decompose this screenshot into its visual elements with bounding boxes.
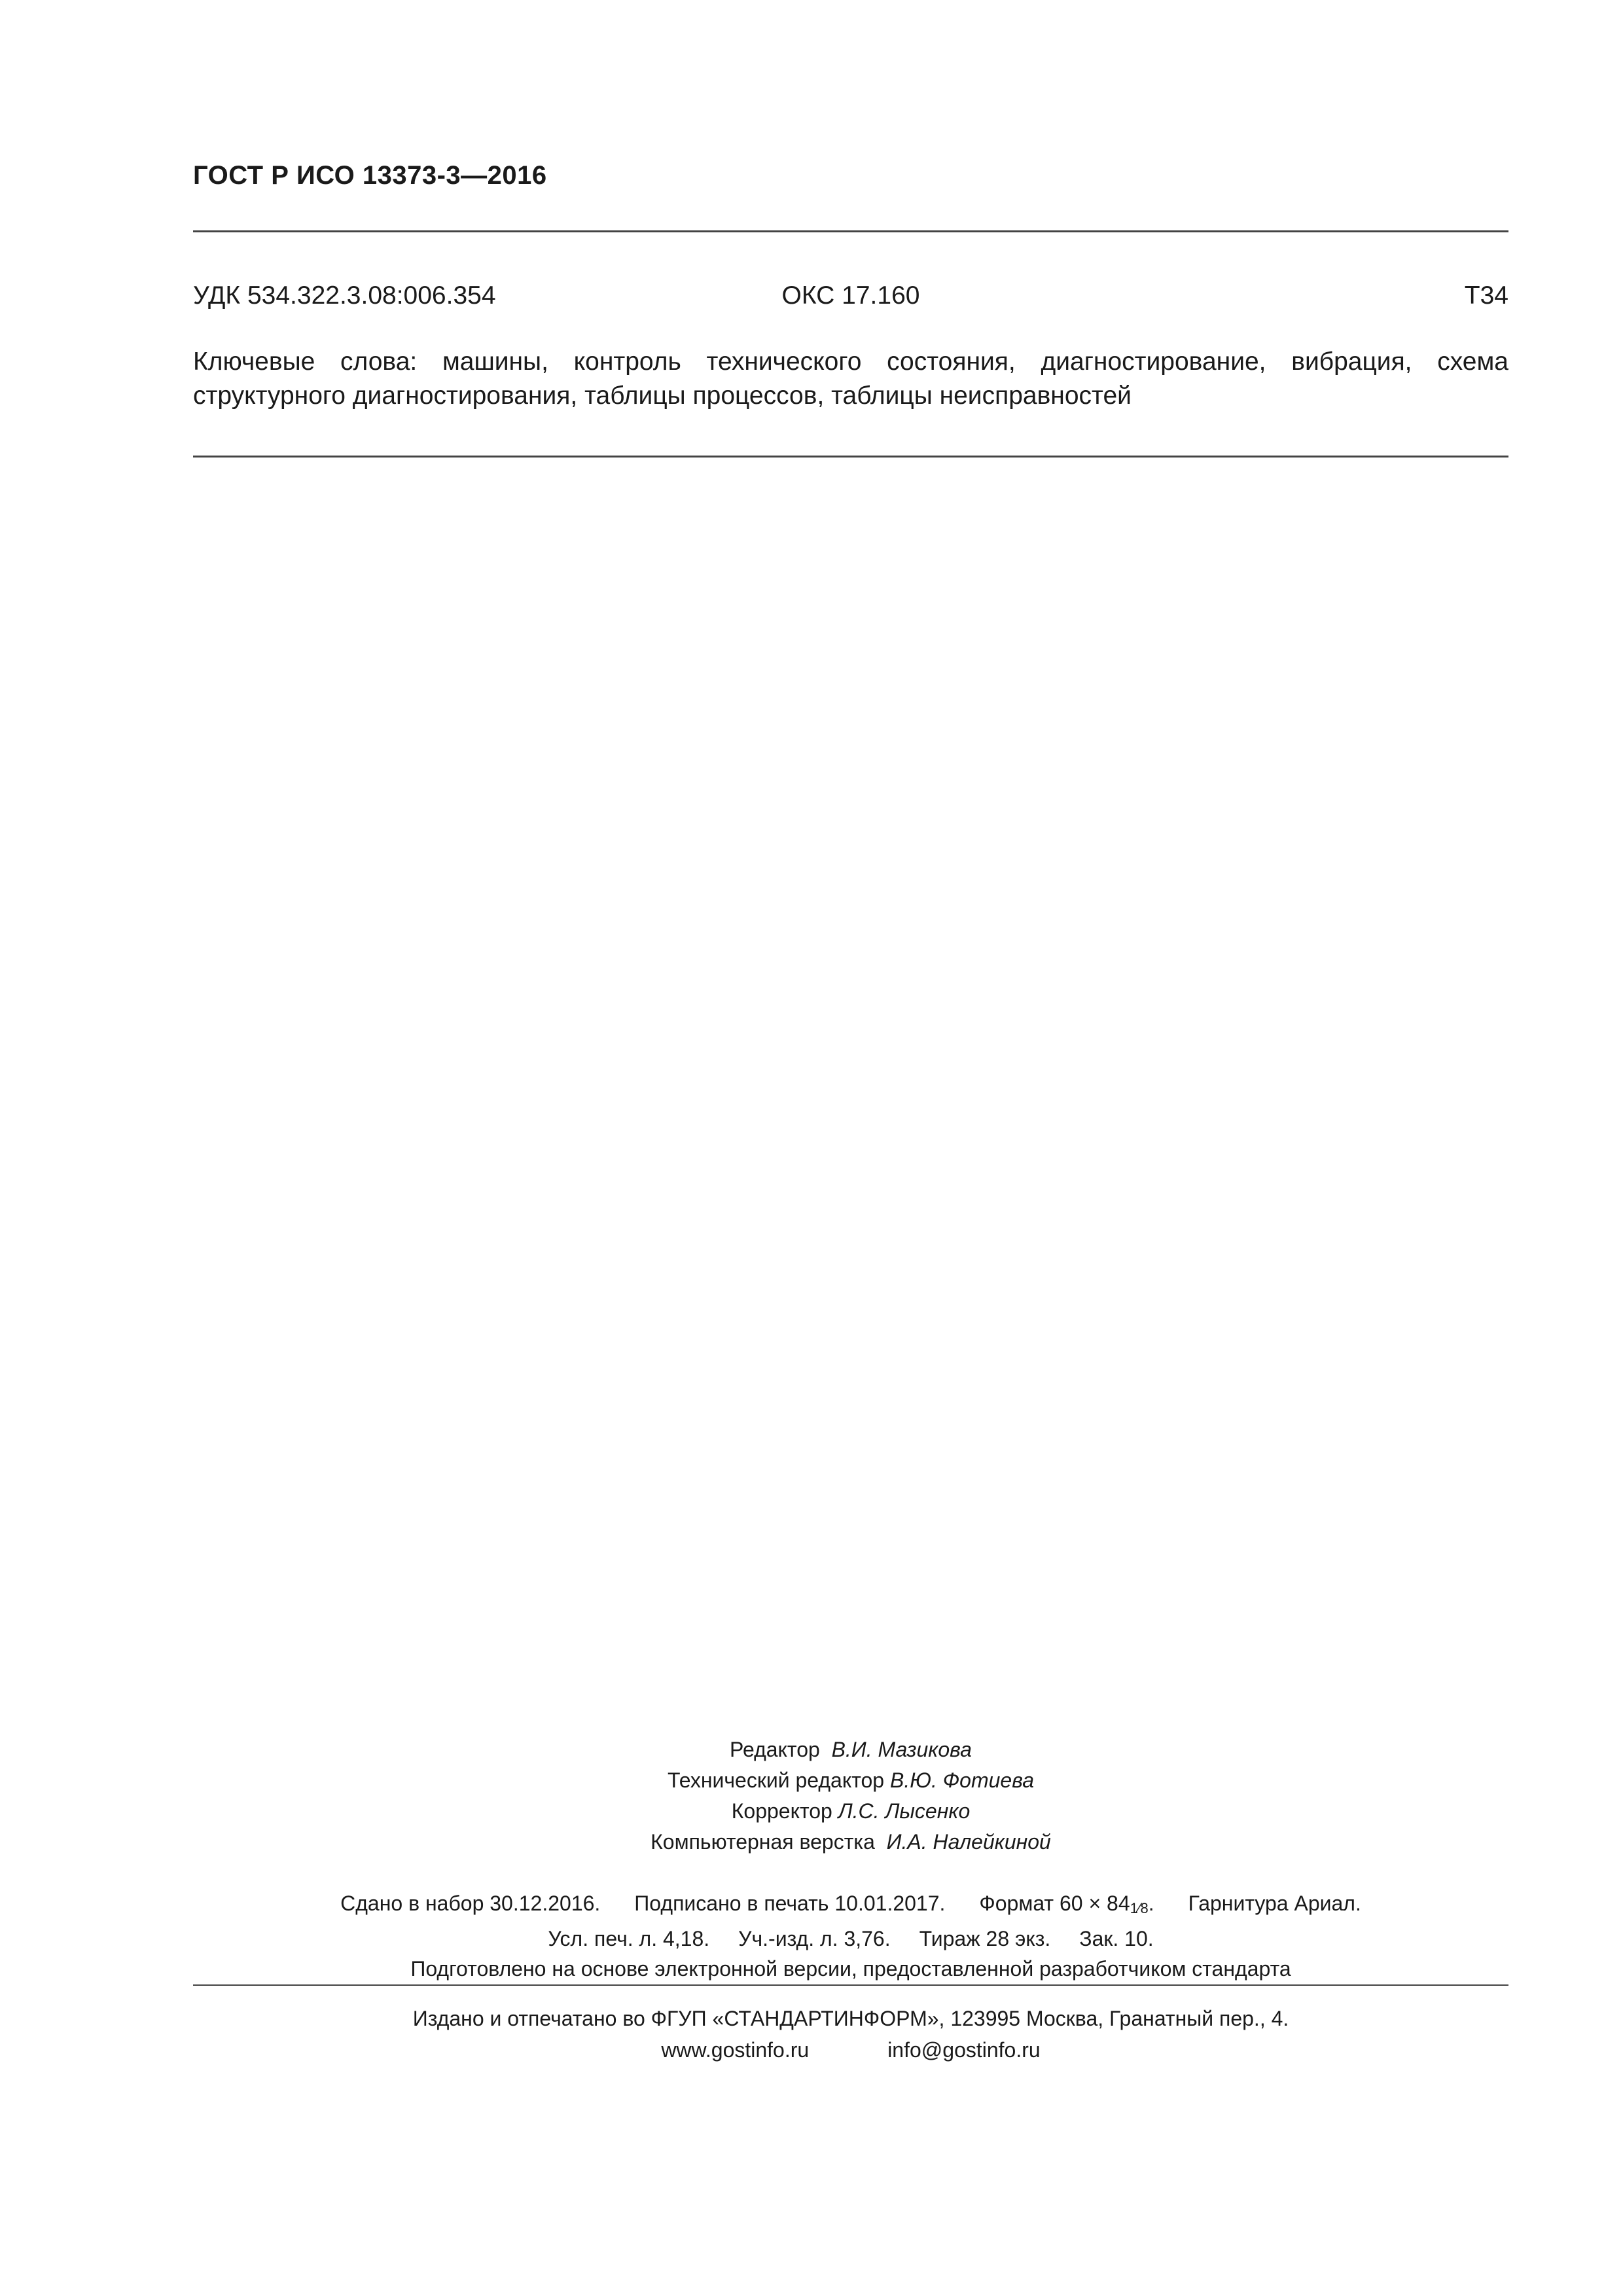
imprint-line-1 <box>193 1888 1508 1924</box>
document-number: ГОСТ Р ИСО 13373-3—2016 <box>193 161 547 190</box>
oks-code: ОКС 17.160 <box>781 281 920 310</box>
email-link[interactable]: info@gostinfo.ru <box>887 2038 1041 2062</box>
signed-date: Подписано в печать 10.01.2017. <box>634 1892 946 1915</box>
layout-label: Компьютерная верстка <box>651 1830 875 1854</box>
prepared-note: Подготовлено на основе электронной версии, предоставленной разработчиком стандарта <box>410 1957 1291 1981</box>
tech-editor-line <box>193 1765 1508 1796</box>
divider-bottom <box>193 1984 1508 1986</box>
classification-row <box>193 281 1508 314</box>
publisher-line: Издано и отпечатано во ФГУП «СТАНДАРТИНФОРМ», 123995 Москва, Гранатный пер., 4. <box>412 2007 1289 2030</box>
format-fraction: 1⁄8 <box>1130 1900 1149 1916</box>
tech-editor-name: В.Ю. Фотиева <box>889 1768 1034 1792</box>
imprint-block <box>193 1888 1508 1984</box>
editor-label: Редактор <box>730 1738 820 1761</box>
publisher-contacts <box>193 2034 1508 2066</box>
corrector-line <box>193 1796 1508 1827</box>
editor-line <box>193 1734 1508 1765</box>
publisher-block <box>193 2003 1508 2066</box>
submitted-date: Сдано в набор 30.12.2016. <box>340 1892 601 1915</box>
corrector-label: Корректор <box>731 1799 832 1823</box>
divider-keywords <box>193 456 1508 457</box>
tech-editor-label: Технический редактор <box>667 1768 885 1792</box>
website-link[interactable]: www.gostinfo.ru <box>661 2038 810 2062</box>
print-sheets: Усл. печ. л. 4,18. <box>548 1927 710 1950</box>
order-number: Зак. 10. <box>1079 1927 1154 1950</box>
group-code: Т34 <box>1464 281 1508 310</box>
udk-code: УДК 534.322.3.08:006.354 <box>193 281 496 310</box>
format: Формат 60 × 841⁄8. <box>979 1892 1154 1916</box>
credits-block <box>193 1734 1508 1857</box>
editor-name: В.И. Мазикова <box>831 1738 972 1761</box>
layout-line <box>193 1827 1508 1857</box>
imprint-line-2 <box>193 1924 1508 1954</box>
circulation: Тираж 28 экз. <box>919 1927 1051 1950</box>
typeface: Гарнитура Ариал. <box>1188 1892 1361 1915</box>
corrector-name: Л.С. Лысенко <box>838 1799 971 1823</box>
layout-name: И.А. Налейкиной <box>886 1830 1051 1854</box>
keywords: Ключевые слова: машины, контроль технического состояния, диагностирование, вибрация, схема структурного диагностирования, таблицы процессов, таблицы неисправностей <box>193 348 1508 410</box>
edition-sheets: Уч.-изд. л. 3,76. <box>738 1927 891 1950</box>
divider-top <box>193 230 1508 232</box>
